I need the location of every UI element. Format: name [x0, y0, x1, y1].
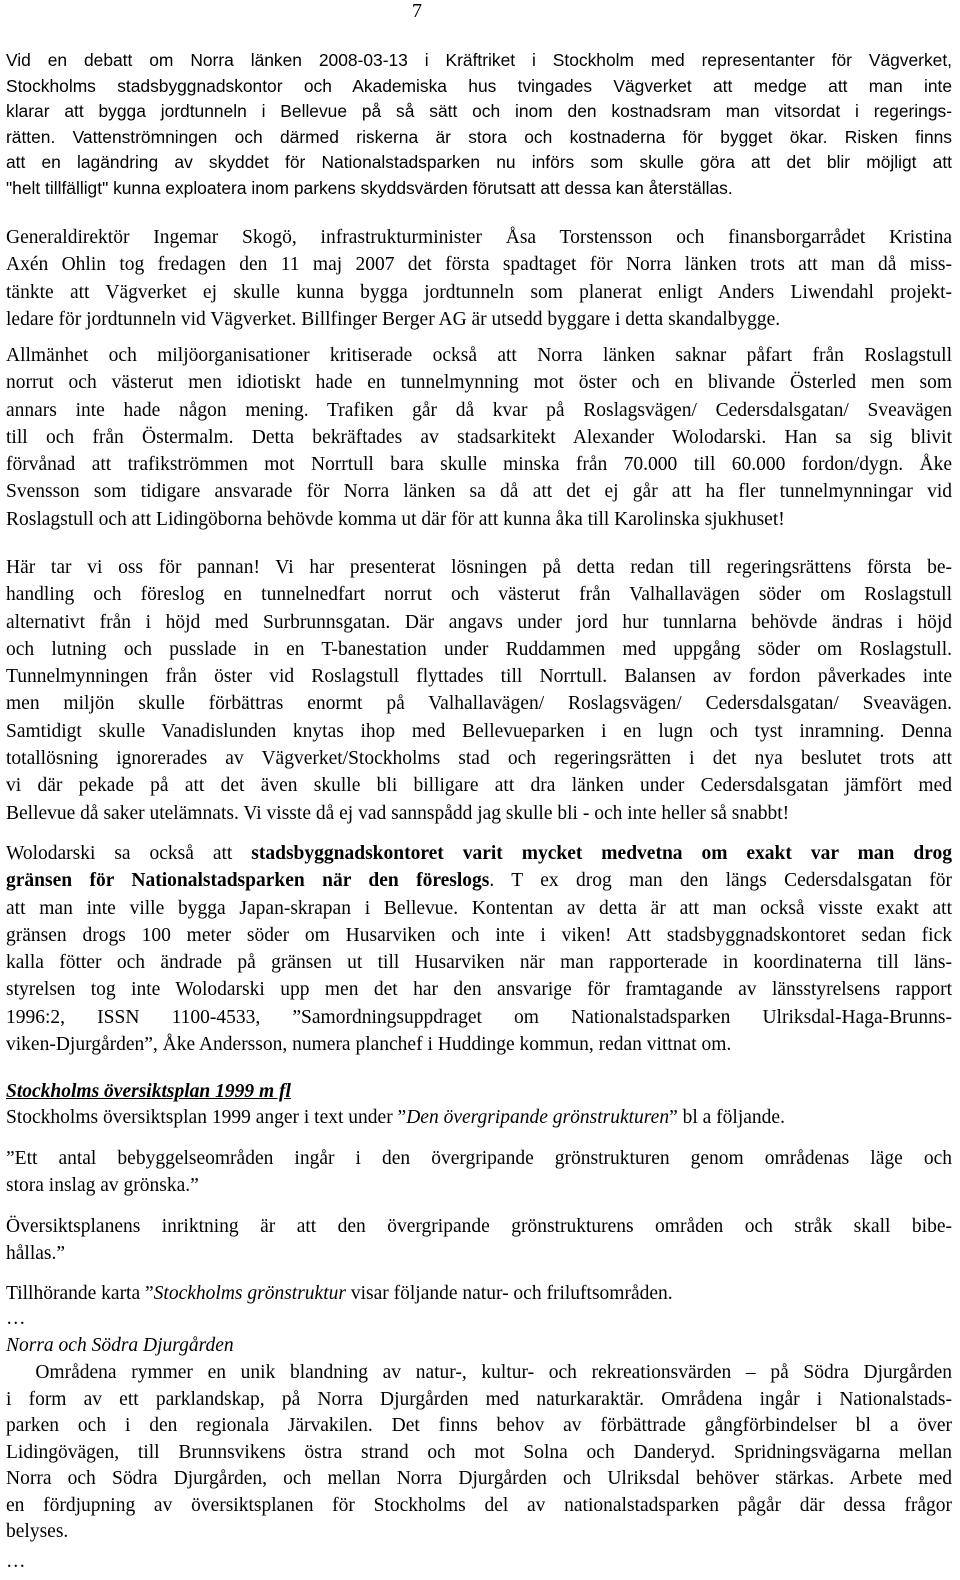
paragraph-wolodarski	[6, 840, 952, 1058]
paragraph-criticism	[6, 342, 952, 533]
text-line: ledare för jordtunneln vid Vägverket. Billfinger Berger AG är utsedd byggare i detta skandalbygge.	[6, 308, 781, 330]
text-span: visar följande natur- och friluftsområden.	[345, 1283, 673, 1304]
text-line: Översiktsplanens inriktning är att den övergripande grönstrukturens områden och stråk skall bibe-	[6, 1216, 952, 1237]
text-line: viken-Djurgården”, Åke Andersson, numera planchef i Huddinge kommun, redan vittnat om.	[6, 1034, 732, 1056]
paragraph-solution	[6, 554, 952, 827]
ellipsis	[6, 1548, 952, 1575]
quote-bebyggelse	[6, 1145, 952, 1200]
text-line: Här tar vi oss för pannan! Vi har presenterat lösningen på detta redan till regeringsrättens första be-	[6, 557, 952, 578]
text-line: rätten. Vattenströmningen och därmed riskerna är stora och kostnaderna för bygget ökar. Risken finns	[6, 126, 952, 147]
paragraph-oversiktsplan	[6, 1104, 952, 1131]
text-span: Tillhörande karta ”	[6, 1283, 154, 1304]
text-line: Stockholms stadsbyggnadskontor och Akademiska hus tvingades Vägverket att medge att man inte	[6, 75, 952, 96]
text-line: Axén Ohlin tog fredagen den 11 maj 2007 det första spadtaget för Norra länken trots att man då miss-	[6, 254, 952, 276]
italic-text: Den övergripande grönstrukturen	[406, 1107, 670, 1128]
text-line: alternativt från i höjd med Surbrunnsgatan. Där angavs under jord hur tunnlarna behövde ändras i höjd	[6, 611, 952, 633]
text-line: annars inte hade någon mening. Trafiken går då kvar på Roslagsvägen/ Cedersdalsgatan/ Sveavägen	[6, 399, 952, 421]
text-line: norrut och västerut men idiotiskt hade en tunnelmynning mot öster och en blivande Österled men som	[6, 372, 952, 394]
quote-inriktning	[6, 1213, 952, 1268]
text-line: styrelsen tog inte Wolodarski upp men det har den ansvarige för framtagande av länsstyrelsens rapport	[6, 979, 952, 1001]
subheading-text: Norra och Södra Djurgården	[6, 1335, 234, 1356]
text-line: gränsen drogs 100 meter söder om Husarviken och inte i viken! Att stadsbyggnadskontoret sedan fick	[6, 924, 952, 946]
text-line	[6, 867, 952, 894]
text-line: Svensson som tidigare ansvarade för Norra länken sa då att det ej går att ha fler tunnelmynningar vid	[6, 481, 952, 503]
text-line: Generaldirektör Ingemar Skogö, infrastrukturminister Åsa Torstensson och finansborgarrådet Kristina	[6, 227, 952, 248]
paragraph-debate	[6, 48, 952, 201]
text-line: en fördjupning av översiktsplanen för Stockholms del av nationalstadsparken pågår där dessa frågor	[6, 1494, 952, 1516]
text-line: Samtidigt skulle Vanadislunden knytas ihop med Bellevueparken i en lugn och tyst inramning. Denna	[6, 720, 952, 742]
text-line: Områdena rymmer en unik blandning av natur-, kultur- och rekreationsvärden – på Södra Djurgården	[6, 1362, 952, 1383]
text-line: Allmänhet och miljöorganisationer kritiserade också att Norra länken saknar påfart från Roslagstull	[6, 345, 952, 366]
text-line	[6, 1104, 952, 1131]
text-line: handling och föreslog en tunnelnedfart norrut och västerut från Valhallavägen söder om Roslagstull	[6, 584, 952, 606]
subheading	[6, 1332, 952, 1359]
text-span: ” bl a följande.	[669, 1107, 785, 1128]
text-line: totallösning ignorerades av Vägverket/Stockholms stad och regeringsrätten i det nya beslutet trots att	[6, 748, 952, 770]
ellipsis	[6, 1305, 952, 1332]
text-span: . T ex drog man den längs Cedersdalsgatan för	[489, 870, 952, 892]
text-span: Wolodarski sa också att	[6, 843, 252, 864]
subheading-line	[6, 1332, 952, 1359]
text-span: Stockholms översiktsplan 1999 anger i text under ”	[6, 1107, 407, 1128]
text-line: stora inslag av grönska.”	[6, 1175, 199, 1197]
text-line: kalla fötter och ändrade på gränsen ut till Husarviken när man rapporterade in koordinaterna till läns-	[6, 952, 952, 974]
paragraph-spadtag	[6, 224, 952, 333]
paragraph-karta	[6, 1280, 952, 1307]
heading-line	[6, 1078, 952, 1105]
text-line: Bellevue då saker utelämnats. Vi visste då ej vad sannspådd jag skulle bli - och inte heller så snabbt!	[6, 802, 790, 824]
paragraph-djurgarden	[6, 1360, 952, 1546]
text-line: belyses.	[6, 1521, 69, 1542]
text-line: vi där pekade på att det även skulle bli billigare att dra länken under Cedersdalsgatan jämfört med	[6, 775, 952, 797]
text-line: parken och i den regionala Järvakilen. Det finns behov av förbättrade gångförbindelser bl a över	[6, 1415, 952, 1436]
text-line: ”Ett antal bebyggelseområden ingår i den övergripande grönstrukturen genom områdenas läge och	[6, 1148, 952, 1169]
text-line	[6, 840, 952, 867]
section-heading	[6, 1078, 952, 1105]
text-line: förvånad att trafikströmmen mot Norrtull bara skulle minska från 70.000 till 60.000 fordon/dygn. Åke	[6, 454, 952, 476]
text-line: att man inte ville bygga Japan-skrapan i Bellevue. Kontentan av detta är att man också visste exakt att	[6, 897, 952, 919]
text-line: att en lagändring av skyddet för Nationalstadsparken nu införs som skulle göra att det blir möjligt att	[6, 152, 952, 172]
text-line: Roslagstull och att Lidingöborna behövde komma ut där för att kunna åka till Karolinska sjukhuset!	[6, 508, 785, 530]
italic-text: Stockholms grönstruktur	[153, 1283, 346, 1304]
text-line: Lidingövägen, till Brunnsvikens östra strand och mot Solna och Danderyd. Spridningsvägarna mellan	[6, 1441, 952, 1463]
text-line: i form av ett parklandskap, på Norra Djurgården med naturkaraktär. Områdena ingår i Nationalstads-	[6, 1388, 952, 1410]
heading-text: Stockholms översiktsplan 1999 m fl	[6, 1081, 291, 1102]
page-number: 7	[412, 0, 422, 22]
text-line: "helt tillfälligt" kunna exploatera inom parkens skyddsvärden förutsatt att dessa kan återställas.	[6, 177, 733, 198]
text-line	[6, 1280, 952, 1307]
text-line: klarar att bygga jordtunneln i Bellevue på så sätt och inom den kostnadsram man vitsordat i regerings-	[6, 101, 952, 121]
text-line: hållas.”	[6, 1243, 66, 1265]
text-line: tänkte att Vägverket ej skulle kunna bygga jordtunneln som planerat enligt Anders Liwendahl projekt-	[6, 281, 952, 303]
bold-text: gränsen för Nationalstadsparken när den föreslogs	[6, 870, 490, 892]
text-line: och lutning och pusslade in en T-banestation under Ruddammen med uppgång söder om Roslagstull.	[6, 638, 952, 660]
text-line: Tunnelmynningen från öster vid Roslagstull flyttades till Norrtull. Balansen av fordon påverkades inte	[6, 666, 952, 688]
text-line: till och från Östermalm. Detta bekräftades av stadsarkitekt Alexander Wolodarski. Han sa sig blivit	[6, 426, 952, 448]
text-line: Vid en debatt om Norra länken 2008-03-13 i Kräftriket i Stockholm med representanter för Vägverket,	[6, 50, 952, 70]
text-line: Norra och Södra Djurgården, och mellan Norra Djurgården och Ulriksdal behöver stärkas. Arbete med	[6, 1468, 952, 1489]
ellipsis-text: …	[6, 1551, 26, 1572]
text-line: men miljön skulle förbättras enormt på Valhallavägen/ Roslagsvägen/ Cedersdalsgatan/ Sveavägen.	[6, 693, 952, 715]
text-line: 1996:2, ISSN 1100-4533, ”Samordningsuppdraget om Nationalstadsparken Ulriksdal-Haga-Brunns-	[6, 1006, 952, 1028]
bold-text: stadsbyggnadskontoret varit mycket medvetna om exakt var man drog	[251, 843, 952, 864]
ellipsis-text: …	[6, 1308, 26, 1329]
